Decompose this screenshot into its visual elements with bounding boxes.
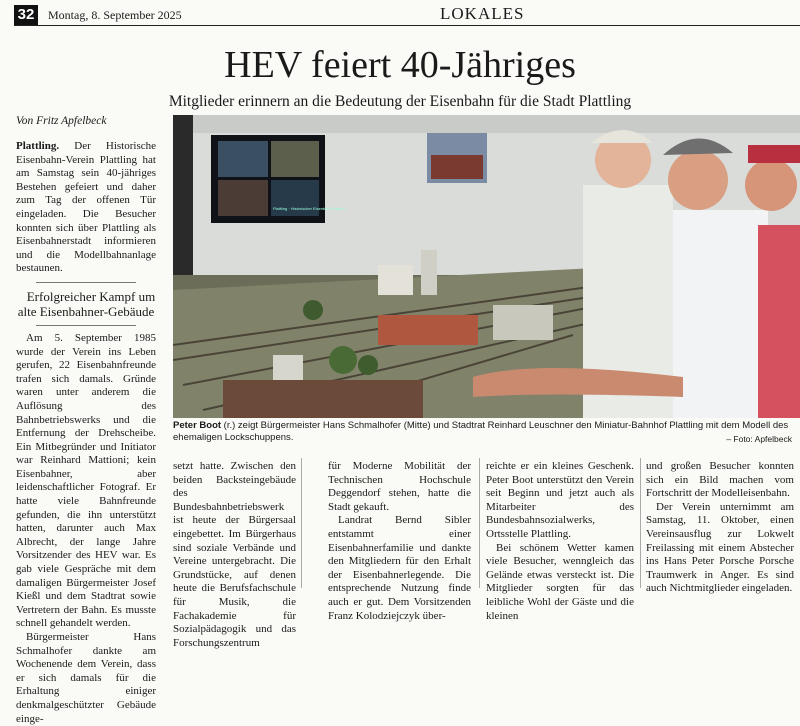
body-paragraph: Bei schönem Wetter kamen viele Besucher, wenngleich das Gelände etwas versteckt ist. Die Mitglieder sorgten für das leibliche Wohl der Gäste und die kleinen — [486, 541, 634, 622]
article-column-1 — [16, 140, 156, 726]
caption-text: (r.) zeigt Bürgermeister Hans Schmalhofer (Mitte) und Stadtrat Reinhard Leuschner den Miniatur-Bahnhof Plattling mit dem Modell des ehemaligen Lockschuppens. — [173, 420, 789, 443]
body-paragraph: Der Verein unternimmt am Samstag, 11. Oktober, einen Vereinsausflug zur Lokwelt Freilassing mit einem Abstecher ins Hans Peter Porsche Porsche Traumwerk in Anger. Es sind auch Nichtmitglieder eingeladen. — [646, 500, 794, 595]
subheadline: Mitglieder erinnern an die Bedeutung der Eisenbahn für die Stadt Plattling — [168, 93, 632, 110]
body-paragraph: setzt hatte. Zwischen den beiden Backsteingebäude des Bundesbahnbetriebswerk ist heute der Bürgersaal eingebettet. Im Bürgerhaus sind soziale Verbände und Vereine untergebracht. Die Grundstücke, auf denen heute die Berufsfachschule für Musik, die Fachakademie für Sozialpädagogik und das Forschungszentrum — [173, 460, 296, 649]
lead-place: Plattling. — [16, 140, 60, 152]
body-paragraph: Bürgermeister Hans Schmalhofer dankte am Wochenende dem Verein, dass er sich damals für die Erhaltung einiger denkmalgeschützter Gebäude einge- — [16, 631, 156, 725]
body-paragraph: Am 5. September 1985 wurde der Verein ins Leben gerufen, 22 Eisenbahnfreunde trafen sich damals. Gründe waren unter anderem die Auflösung des Bahnbetriebswerks und die Entfernung der Drehscheibe. Ein Mitbegründer und Initiator war Reinhard Mattioni; kein Eisenbahner, aber leidenschaftlicher Fotograf. Er hatte viele Bahnfreunde gefunden, die ihn unterstützt hatten, darunter auch Max Albrecht, der lange Jahre Vorsitzender des HEV war. Es gab viele Gespräche mit dem damaligen Bürgermeister Josef Kießl und dem Stadtrat sowie Vertretern der Bahn. Es musste schnell gehandelt werden. — [16, 331, 156, 630]
page-header — [0, 0, 800, 26]
article-column-2 — [173, 460, 296, 650]
column-rule — [479, 458, 480, 588]
lead-paragraph — [16, 140, 156, 276]
body-paragraph: Landrat Bernd Sibler entstammt einer Eisenbahnerfamilie und dankte den Mitgliedern für den Erhalt der Eisenbahnerlegende. Die entsprechende Nutzung finde auch er gut. Dem Vorsitzenden Franz Kolodziejczyk über- — [328, 514, 471, 622]
column-rule — [640, 458, 641, 588]
intertitle: Erfolgreicher Kampf um alte Eisenbahner-Gebäude — [17, 288, 156, 319]
screen-sign: Plattling · Historischer Eisenbahn-Verein — [273, 206, 345, 211]
article-column-4 — [486, 460, 634, 623]
caption-name: Peter Boot — [173, 420, 222, 431]
article-photo — [173, 115, 800, 418]
body-paragraph: und großen Besucher konnten sich ein Bild machen vom Fortschritt der Modelleisenbahn. — [646, 460, 794, 500]
page-number: 32 — [14, 5, 38, 25]
photo-caption — [173, 420, 795, 444]
body-paragraph: reichte er ein kleines Geschenk. Peter Boot unterstützt den Verein seit Beginn und jetzt auch als Mitarbeiter des Bundesbahnsozialwerks, Ortsstelle Plattling. — [486, 460, 634, 540]
headline: HEV feiert 40-Jähriges — [224, 44, 576, 86]
section-title: LOKALES — [440, 4, 525, 23]
photo-credit: – Foto: Apfelbeck — [726, 434, 792, 444]
lead-text: Der Historische Eisenbahn-Verein Plattling hat am Samstag sein 40-jähriges Bestehen gefeiert und daher zum Tag der offenen Tür eingeladen. Die Besucher konnten sich über Plattling als Eisenbahnerstadt informieren und die Modellbahnanlage bestaunen. — [16, 140, 156, 275]
article-column-5 — [646, 460, 794, 596]
article-column-3 — [328, 460, 471, 623]
column-rule — [301, 458, 302, 588]
model-railway-photo — [173, 115, 800, 418]
byline: Von Fritz Apfelbeck — [16, 115, 107, 127]
header-rule — [14, 25, 800, 26]
intertitle-rule-bottom — [36, 325, 136, 326]
body-paragraph: für Moderne Mobilität der Technischen Hochschule Deggendorf stehen, hatte die Stadt gekauft. — [328, 460, 471, 513]
intertitle-rule-top — [36, 282, 136, 283]
issue-date: Montag, 8. September 2025 — [48, 8, 182, 22]
